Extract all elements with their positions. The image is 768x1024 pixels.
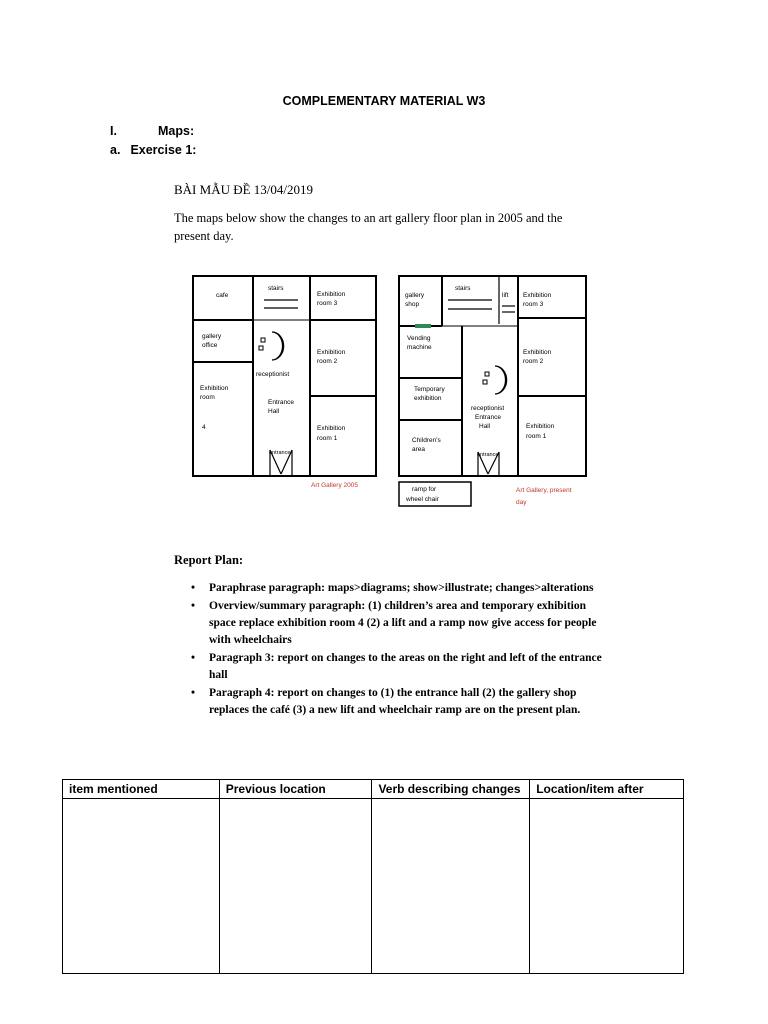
label-gallery-shop-b: shop [405,301,420,308]
label-exhibition-room-2-present-b: room 2 [523,358,544,365]
label-childrens-area-a: Children's [412,437,441,444]
vending-machine-marker [415,324,431,328]
list-item: • Paraphrase paragraph: maps>diagrams; show>illustrate; changes>alterations [174,580,614,597]
label-entrance-hall-present-b: Hall [479,423,491,430]
label-exhibition-room-4-b: room [200,394,215,401]
exercise-heading: BÀI MẪU ĐỀ 13/04/2019 [174,182,314,197]
exercise-prompt: The maps below show the changes to an art gallery floor plan in 2005 and the present day. [174,211,563,243]
label-ramp-a: ramp for [412,486,437,493]
label-exhibition-room-3-b: room 3 [317,300,338,307]
label-exhibition-room-3-present-a: Exhibition [523,292,552,299]
subsection-label: Exercise 1: [130,143,197,157]
label-entrance-present: entrance [477,452,499,458]
label-entrance-hall-a: Entrance [268,399,295,406]
label-exhibition-room-2-a: Exhibition [317,349,346,356]
label-exhibition-room-1-b: room 1 [317,435,338,442]
subsection-heading-exercise [110,143,196,157]
subsection-number: a. [110,143,121,157]
label-vending-machine-a: Vending [407,335,431,342]
label-temporary-exhibition-b: exhibition [414,395,442,402]
label-gallery-office-a: gallery [202,333,222,340]
label-exhibition-room-3-present-b: room 3 [523,301,544,308]
table-cell[interactable] [372,799,530,974]
label-entrance-hall-b: Hall [268,408,280,415]
label-exhibition-room-2-b: room 2 [317,358,338,365]
label-entrance: entrance [269,450,291,456]
label-gallery-shop-a: gallery [405,292,425,299]
label-exhibition-room-4-c: 4 [202,424,206,431]
table-cell[interactable] [530,799,684,974]
table-header-cell: Verb describing changes [372,780,530,799]
table-row [63,799,684,974]
label-temporary-exhibition-a: Temporary [414,386,445,393]
label-exhibition-room-1-present-a: Exhibition [526,423,555,430]
label-childrens-area-b: area [412,446,426,453]
label-stairs-present: stairs [455,285,471,292]
table-header-row [63,780,684,799]
label-receptionist-present: receptionist [471,405,505,412]
list-item: • Paragraph 4: report on changes to (1) the entrance hall (2) the gallery shop replaces the café (3) a new lift and wheelchair ramp are on the present plan. [174,685,614,719]
exercise-table [62,779,684,974]
label-exhibition-room-4-a: Exhibition [200,385,229,392]
table-header-cell: item mentioned [63,780,220,799]
map-2005-caption: Art Gallery 2005 [311,482,358,489]
label-exhibition-room-3-a: Exhibition [317,291,346,298]
section-label: Maps: [158,124,195,138]
label-exhibition-room-1-present-b: room 1 [526,433,547,440]
label-entrance-hall-present-a: Entrance [475,414,502,421]
table-header-cell: Previous location [219,780,372,799]
report-plan-list [174,580,614,720]
label-ramp-b: wheel chair [406,496,439,503]
label-lift: lift [502,292,509,299]
map-present-caption-b: day [516,499,527,506]
label-cafe: cafe [216,292,229,299]
list-item: • Paragraph 3: report on changes to the areas on the right and left of the entrance hall [174,650,614,684]
floor-plan-maps [186,268,596,518]
document-title: COMPLEMENTARY MATERIAL W3 [282,94,486,108]
label-exhibition-room-1-a: Exhibition [317,425,346,432]
section-number: I. [110,124,117,138]
table-cell[interactable] [63,799,220,974]
label-gallery-office-b: office [202,342,218,349]
report-plan-title: Report Plan: [174,553,244,567]
list-item: • Overview/summary paragraph: (1) children’s area and temporary exhibition space replace exhibition room 4 (2) a lift and a ramp now give access for people with wheelchairs [174,598,614,649]
label-exhibition-room-2-present-a: Exhibition [523,349,552,356]
label-stairs: stairs [268,285,284,292]
map-present-caption-a: Art Gallery, present [516,487,572,494]
label-vending-machine-b: machine [407,344,432,351]
label-receptionist: receptionist [256,371,290,378]
table-cell[interactable] [219,799,372,974]
table-header-cell: Location/item after [530,780,684,799]
